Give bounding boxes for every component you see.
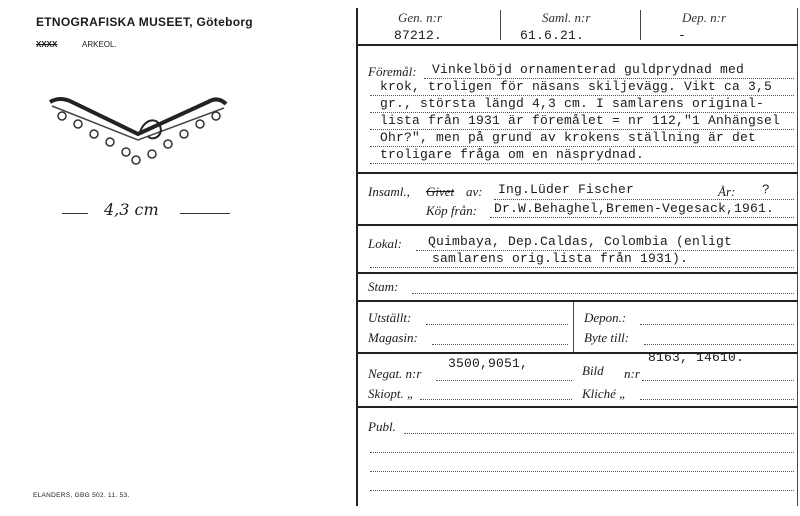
skiopt-label: Skiopt. „ [368,386,415,401]
dep-nr-value: - [678,28,687,43]
header-bottom-rule [356,44,798,46]
stam-label: Stam: [368,279,399,294]
magasin-label: Magasin: [368,330,418,345]
utstallt-dotted [426,324,568,325]
insaml-dotted [494,199,794,200]
foremal-bottom-rule [356,172,798,174]
publ-dotted-3 [370,471,794,472]
lokal-dotted-2 [370,267,794,268]
foremal-label: Föremål: [368,64,417,79]
form-left-border [356,8,358,506]
byte-label: Byte till: [584,330,630,345]
foremal-line-4: lista från 1931 är föremålet = nr 112,"1 Anhängsel [380,113,781,128]
lokal-label: Lokal: [368,236,402,251]
depon-dotted [640,324,794,325]
insaml-struck: Givet [426,184,455,199]
negat-label: Negat. n:r [368,366,422,381]
publ-label: Publ. [368,419,396,434]
foremal-dotted-5 [370,146,794,147]
printer-imprint: ELANDERS, GBG 502. 11. 53. [33,492,130,499]
bild-value: 8163, 14610. [648,350,745,365]
lokal-line-2: samlarens orig.lista från 1931). [432,251,689,266]
insaml-bottom-rule [356,224,798,226]
ar-value: ? [762,182,771,197]
publ-dotted-2 [370,452,794,453]
saml-nr-value: 61.6.21. [520,28,585,43]
measure-line-left [62,213,88,214]
foremal-dotted-6 [370,163,794,164]
ornament-drawing [40,90,240,170]
department: ARKEOL. [82,40,117,49]
foremal-dotted-3 [370,112,794,113]
kliche-dotted [640,399,794,400]
foremal-dotted-2 [370,95,794,96]
kop-dotted [490,217,794,218]
insaml-av-label: av: [466,184,483,199]
publ-dotted-4 [370,490,794,491]
foremal-dotted-1 [424,78,794,79]
bild-nr-label: n:r [624,366,640,381]
foremal-line-3: gr., största längd 4,3 cm. I samlarens original- [380,96,765,111]
foremal-line-2: krok, troligen för näsans skiljevägg. Vikt ca 3,5 [380,79,773,94]
stam-bottom-rule [356,300,798,302]
ar-label: År: [718,184,736,199]
foremal-line-6: troligare fråga om en näsprydnad. [380,147,645,162]
header-divider-2 [640,10,641,40]
kliche-label: Kliché „ [582,386,627,401]
gen-nr-label: Gen. n:r [398,10,443,25]
saml-nr-label: Saml. n:r [542,10,591,25]
byte-dotted [644,344,794,345]
negat-dotted [436,380,572,381]
kop-value: Dr.W.Behaghel,Bremen-Vegesack,1961. [494,201,775,216]
magasin-dotted [432,344,568,345]
utstallt-divider [573,302,574,352]
publ-dotted-1 [404,433,794,434]
insaml-label: Insaml., [368,184,410,199]
museum-name: ETNOGRAFISKA MUSEET, Göteborg [36,15,253,29]
negat-bottom-rule [356,406,798,408]
dep-nr-label: Dep. n:r [682,10,727,25]
kop-label: Köp från: [426,203,477,218]
depon-label: Depon.: [584,310,627,325]
stam-dotted [412,293,794,294]
foremal-dotted-4 [370,129,794,130]
lokal-line-1: Quimbaya, Dep.Caldas, Colombia (enligt [428,234,733,249]
skiopt-dotted [420,399,572,400]
bild-label: Bild [582,363,604,378]
lokal-dotted-1 [416,250,794,251]
lokal-bottom-rule [356,272,798,274]
negat-value: 3500,9051, [448,356,529,371]
utstallt-label: Utställt: [368,310,412,325]
form-right-border [797,8,798,506]
measure-text: 4,3 cm [104,200,159,219]
bild-dotted [642,380,794,381]
header-divider-1 [500,10,501,40]
foremal-line-5: Ohr?", men på grund av krokens ställning är det [380,130,757,145]
department-struck: XXXX [36,40,58,49]
foremal-line-1: Vinkelböjd ornamenterad guldprydnad med [432,62,745,77]
measure-line-right [180,213,230,214]
insaml-value: Ing.Lüder Fischer [498,182,635,197]
gen-nr-value: 87212. [394,28,443,43]
